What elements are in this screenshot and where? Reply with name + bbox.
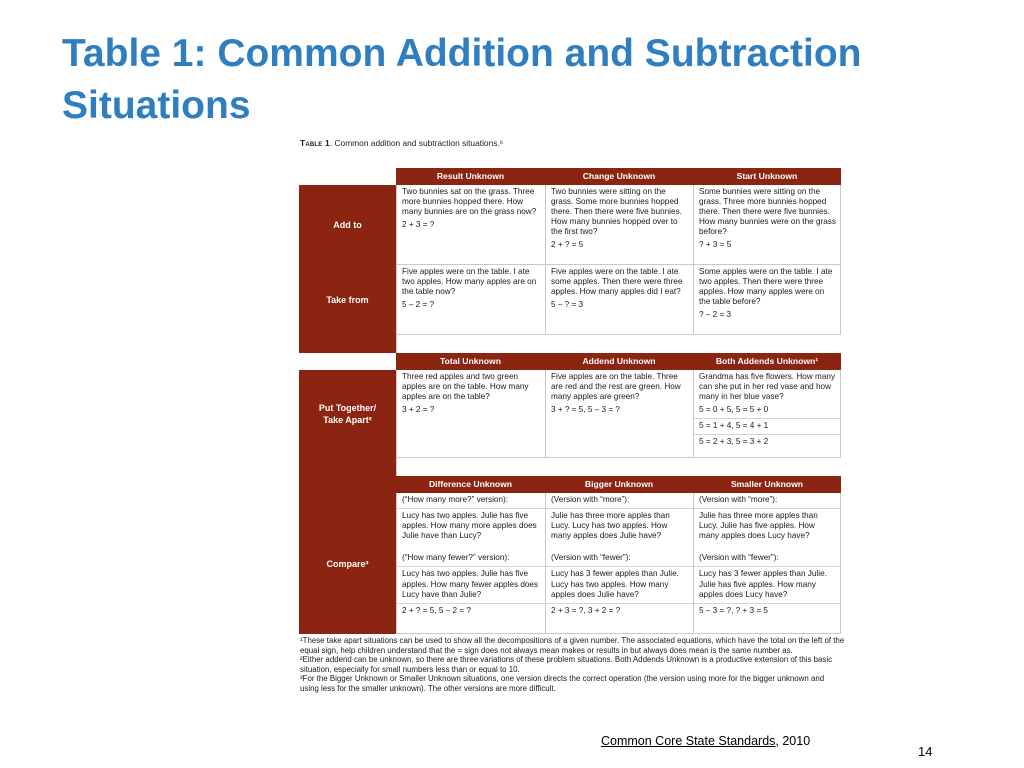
header-change-unknown: Change Unknown: [545, 168, 693, 185]
header-smaller-unknown: Smaller Unknown: [693, 476, 841, 493]
cell-text: Five apples are on the table. Three are red and the rest are green. How many apples are green?: [551, 372, 681, 402]
version-label: (“How many fewer?” version):: [402, 553, 510, 563]
cell-take-from-result: [396, 265, 545, 335]
cell-equation: 5 = 1 + 4, 5 = 4 + 1: [694, 418, 840, 431]
cell-text: Some bunnies were sitting on the grass. Three more bunnies hopped there. Then there were five bunnies. How many bunnies were on the grass before?: [699, 187, 836, 237]
cell-text: Two bunnies sat on the grass. Three more bunnies hopped there. How many bunnies are on the grass now?: [402, 187, 537, 217]
slide-title: Table 1: Common Addition and Subtraction Situations: [62, 32, 862, 127]
cell-compare-bigger: [545, 493, 693, 634]
header-start-unknown: Start Unknown: [693, 168, 841, 185]
cell-equation: 5 – 3 = ?, ? + 3 = 5: [694, 603, 840, 616]
header-blank: [299, 168, 396, 185]
cell-equation: ? – 2 = 3: [699, 310, 732, 320]
footnote-2: ²Either addend can be unknown, so there are three variations of these problem situations. Both Addends Unknown is a productive extension of this basic situation, especially for small numbers less than or equal to 10.: [300, 655, 833, 674]
cell-add-to-change: [545, 185, 693, 265]
cell-text: Three red apples and two green apples are on the table. How many apples are on the table?: [402, 372, 529, 402]
cell-text: Grandma has five flowers. How many can she put in her red vase and how many in her blue vase?: [699, 372, 836, 402]
header-result-unknown: Result Unknown: [396, 168, 545, 185]
table-section-2: [299, 353, 841, 476]
cell-add-to-result: [396, 185, 545, 265]
version-label: (Version with “fewer”):: [551, 553, 631, 563]
cell-put-together-addend: [545, 370, 693, 458]
header-blank: [299, 353, 396, 370]
cell-equation: 2 + ? = 5: [551, 240, 584, 250]
cell-equation: 5 = 2 + 3, 5 = 3 + 2: [694, 434, 840, 447]
cell-equation: 5 – ? = 3: [551, 300, 584, 310]
cell-put-together-both: [693, 370, 841, 458]
cell-text: Two bunnies were sitting on the grass. Some more bunnies hopped there. Then there were five bunnies. How many bunnies hopped over to the first two?: [551, 187, 682, 237]
row-label-take-from: Take from: [299, 265, 396, 335]
page-number: 14: [918, 744, 933, 759]
header-total-unknown: Total Unknown: [396, 353, 545, 370]
version-label: (“How many more?” version):: [402, 495, 509, 504]
cell-text: Five apples were on the table. I ate some apples. Then there were three apples. How many apples did I eat?: [551, 267, 683, 297]
source-year: , 2010: [775, 734, 811, 748]
cell-text: Lucy has 3 fewer apples than Julie. Lucy has two apples. How many apples does Julie have?: [546, 566, 693, 599]
cell-put-together-total: [396, 370, 545, 458]
row-label-add-to: Add to: [299, 185, 396, 265]
footnote-1: ¹These take apart situations can be used to show all the decompositions of a given number. The associated equations, which have the total on the left of the equal sign, help children understand that the = sign does not always mean makes or results in but always does mean is the same number as.: [300, 636, 845, 655]
cell-equation: 2 + 3 = ?: [402, 220, 435, 230]
header-addend-unknown: Addend Unknown: [545, 353, 693, 370]
cell-equation: ? + 3 = 5: [699, 240, 732, 250]
header-bigger-unknown: Bigger Unknown: [545, 476, 693, 493]
cell-text: Lucy has 3 fewer apples than Julie. Julie has five apples. How many apples does Lucy have?: [694, 566, 840, 599]
caption-label: Table 1: [300, 138, 330, 148]
cell-equation: 2 + 3 = ?, 3 + 2 = ?: [546, 603, 693, 616]
table-section-3: [299, 476, 841, 634]
cell-add-to-start: [693, 185, 841, 265]
cell-compare-smaller: [693, 493, 841, 634]
cell-equation: 3 + 2 = ?: [402, 405, 435, 415]
row-label-put-together: [299, 370, 396, 458]
source-link[interactable]: Common Core State Standards: [601, 734, 776, 748]
section-spacer: [299, 335, 841, 353]
cell-text: Five apples were on the table. I ate two apples. How many apples are on the table now?: [402, 267, 537, 297]
cell-equation: 2 + ? = 5, 5 – 2 = ?: [397, 603, 545, 616]
version-label: (Version with “fewer”):: [699, 553, 779, 563]
header-difference-unknown: Difference Unknown: [396, 476, 545, 493]
cell-equation: 5 – 2 = ?: [402, 300, 435, 310]
cell-take-from-start: [693, 265, 841, 335]
header-blank-red: [299, 476, 396, 493]
cell-equation: 3 + ? = 5, 5 – 3 = ?: [551, 405, 620, 415]
header-both-addends-unknown: Both Addends Unknown¹: [693, 353, 841, 370]
version-label: (Version with “more”):: [551, 495, 630, 504]
section-spacer: [299, 458, 841, 476]
cell-text: Julie has three more apples than Lucy. Lucy has two apples. How many apples does Julie have?: [546, 508, 693, 541]
cell-text: Lucy has two apples. Julie has five apples. How many more apples does Julie have than Lucy?: [397, 508, 545, 541]
cell-text: Lucy has two apples. Julie has five apples. How many fewer apples does Lucy have than Julie?: [397, 566, 545, 599]
version-label: (Version with “more”):: [699, 495, 778, 504]
cell-text: Julie has three more apples than Lucy. Julie has five apples. How many apples does Lucy have?: [694, 508, 840, 541]
caption-text: . Common addition and subtraction situations.⁶: [329, 138, 504, 148]
table-caption: [300, 138, 503, 148]
table-footnotes: [300, 636, 845, 693]
source-citation: [601, 734, 810, 748]
footnote-3: ³For the Bigger Unknown or Smaller Unknown situations, one version directs the correct operation (the version using more for the bigger unknown and using less for the smaller unknown). The other versions are more difficult.: [300, 674, 825, 693]
table-section-1: [299, 168, 841, 353]
cell-equation: 5 = 0 + 5, 5 = 5 + 0: [699, 405, 769, 415]
cell-text: Some apples were on the table. I ate two apples. Then there were three apples. How many apples were on the table before?: [699, 267, 833, 307]
cell-take-from-change: [545, 265, 693, 335]
row-label-compare: Compare³: [299, 493, 396, 634]
cell-compare-difference: [396, 493, 545, 634]
row-label-line: Take Apart²: [323, 415, 372, 425]
row-label-line: Put Together/: [318, 403, 377, 413]
